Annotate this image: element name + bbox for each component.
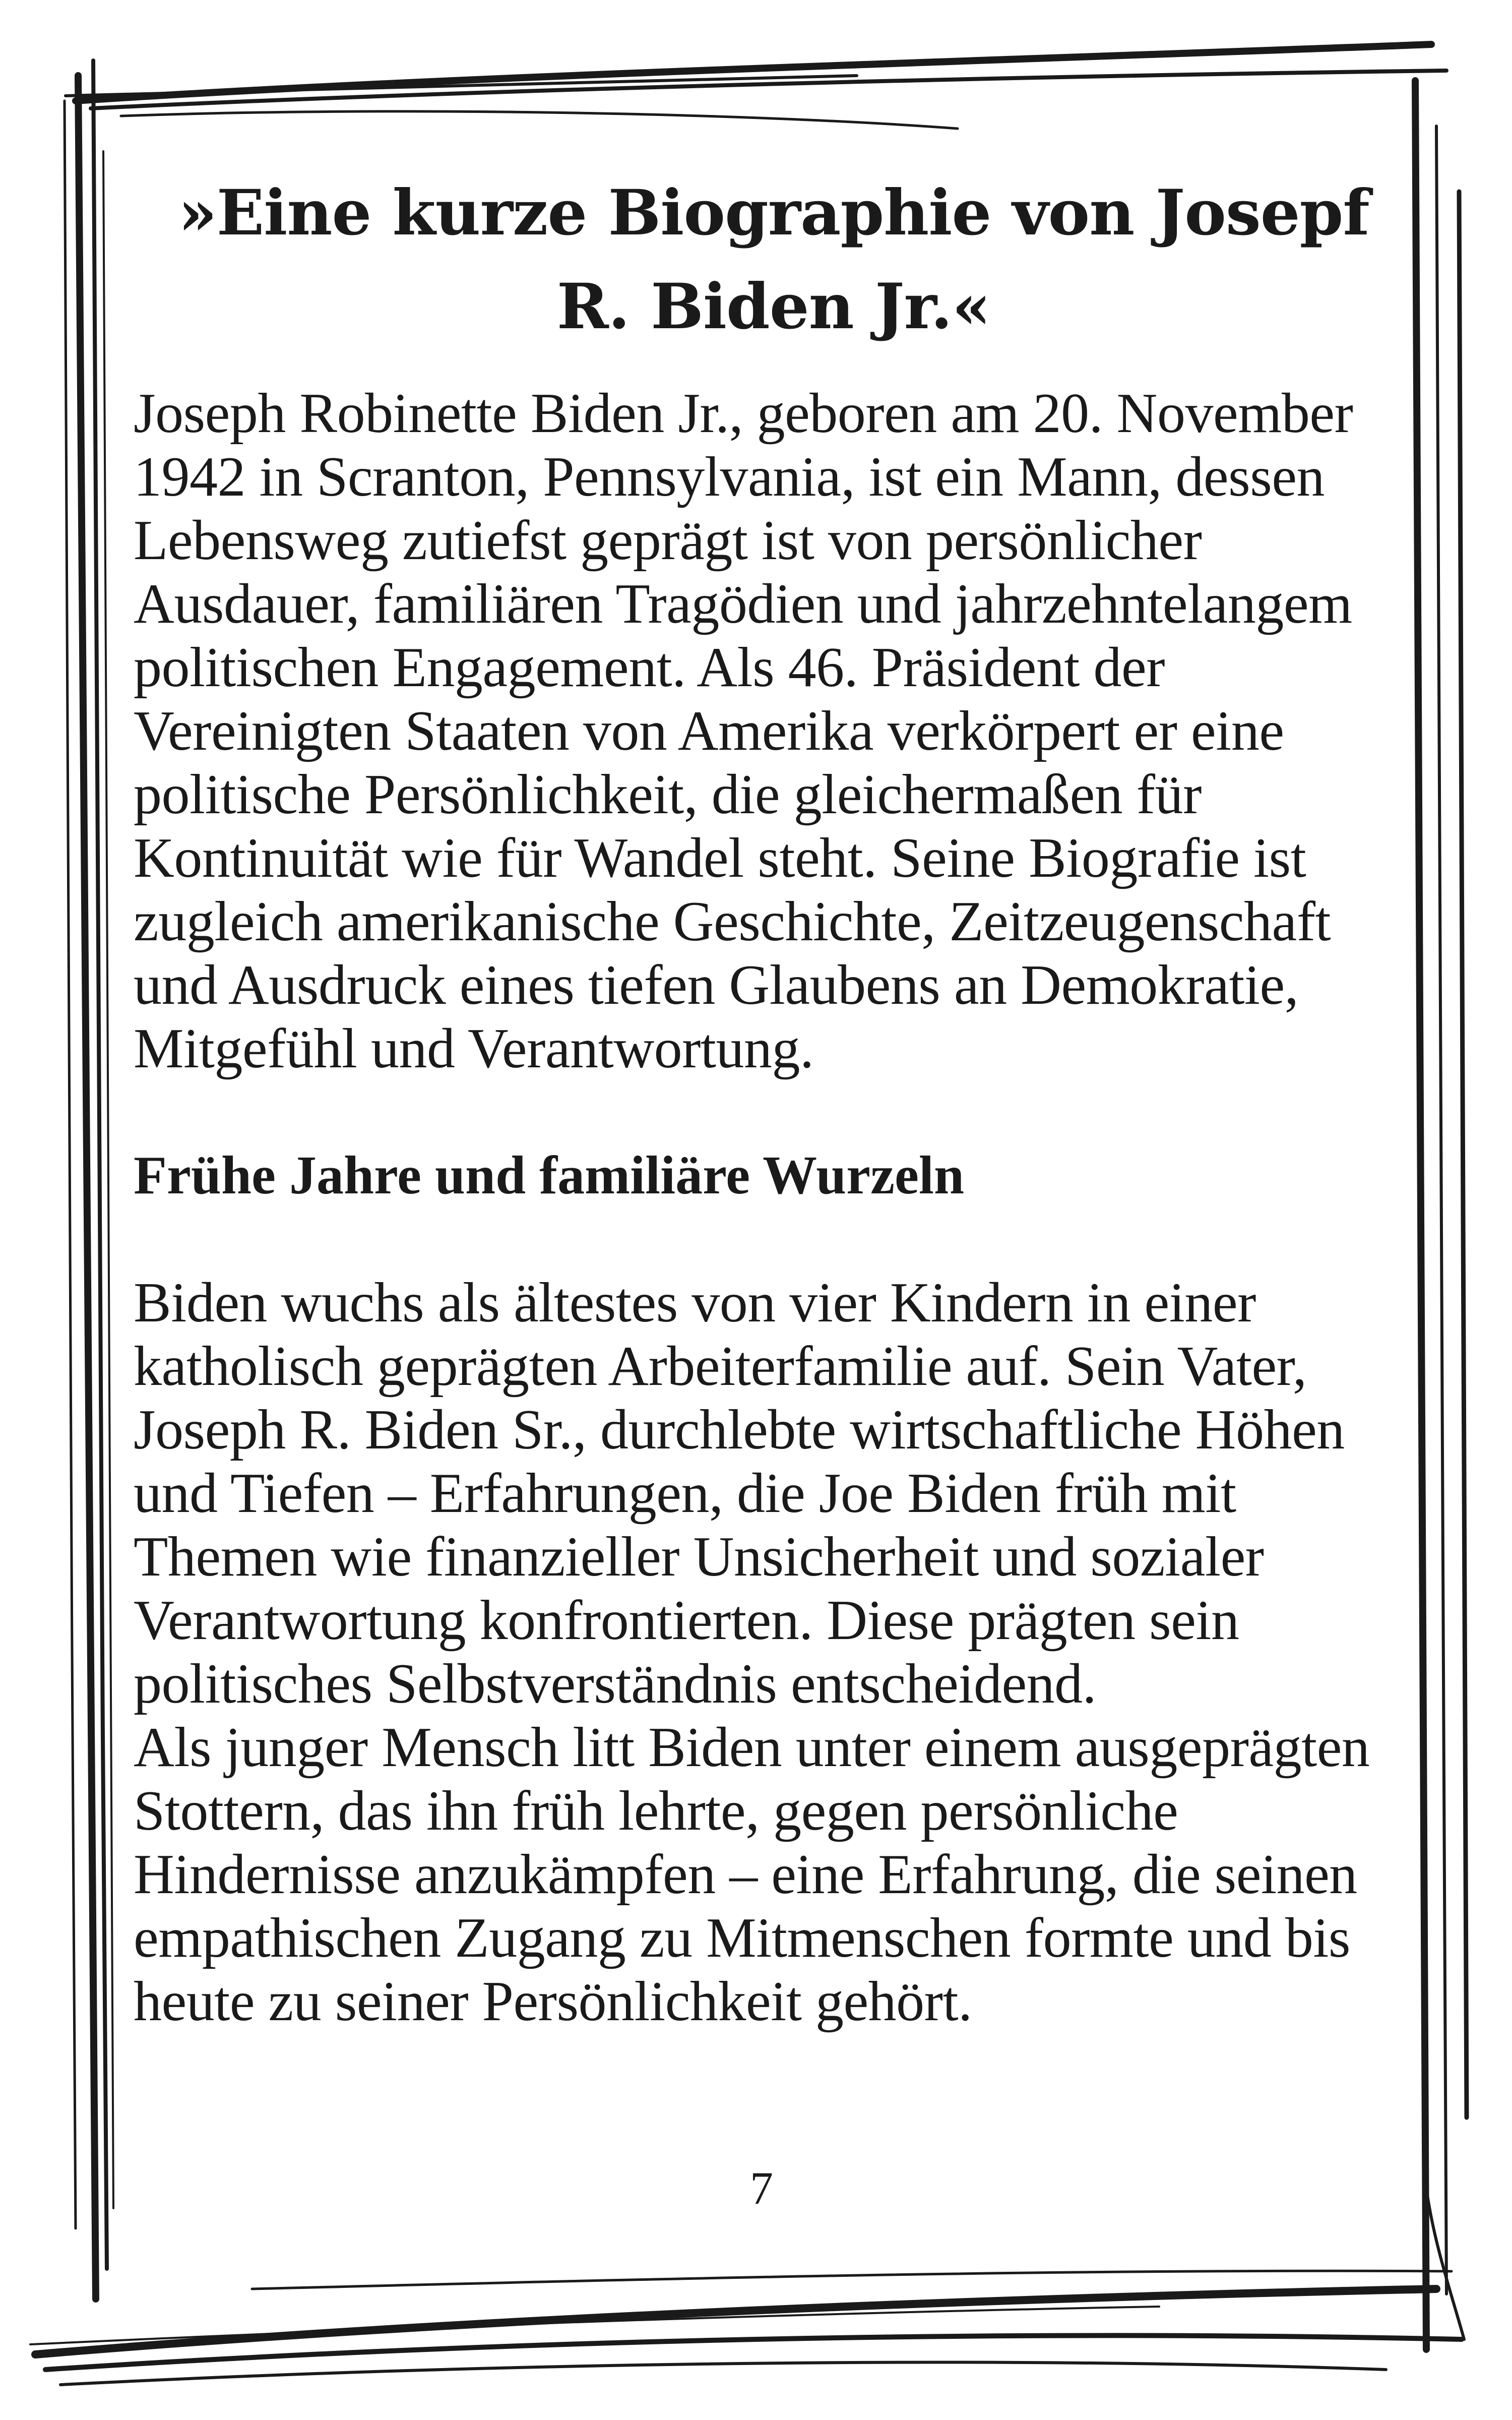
document-body: [134, 166, 1394, 2033]
frame-right-stroke: [1415, 81, 1426, 2349]
body-paragraph-1: Biden wuchs als ältestes von vier Kindern in einer katholisch geprägten Arbeiterfamilie auf. Sein Vater, Joseph R. Biden Sr., durchlebte wirtschaftliche Höhen und Tiefen – Erfahrungen, die Joe Biden früh mit Themen wie finanzieller Unsicherheit und sozialer Verantwortung konfrontierten. Diese prägten sein politisches Selbstverständnis entscheidend.: [134, 1272, 1345, 1715]
intro-paragraph: Joseph Robinette Biden Jr., geboren am 20. November 1942 in Scranton, Pennsylvania, ist ein Mann, dessen Lebensweg zutiefst geprägt ist von persönlicher Ausdauer, familiären Tragödien und jahrzehntelangem politischen Engagement. Als 46. Präsident der Vereinigten Staaten von Amerika verkörpert er eine politische Persönlichkeit, die gleichermaßen für Kontinuität wie für Wandel steht. Seine Biografie ist zugleich amerikanische Geschichte, Zeitzeugenschaft und Ausdruck eines tiefen Glaubens an Demokratie, Mitgefühl und Verantwortung.: [134, 382, 1353, 1080]
frame-right-stroke: [1459, 192, 1467, 2118]
frame-right-stroke: [1436, 126, 1446, 2294]
frame-left-stroke: [78, 76, 96, 2299]
body-paragraph-2: Als junger Mensch litt Biden unter einem ausgeprägten Stottern, das ihn früh lehrte, gegen persönliche Hindernisse anzukämpfen – eine Erfahrung, die seinen empathischen Zugang zu Mitmenschen formte und bis heute zu seiner Persönlichkeit gehört.: [134, 1716, 1370, 2033]
frame-bottom-stroke: [60, 2363, 1386, 2385]
frame-top-stroke: [121, 111, 958, 129]
section-heading: Frühe Jahre und familiäre Wurzeln: [134, 1145, 965, 1205]
frame-bottom-stroke: [252, 2271, 1452, 2289]
frame-left-stroke: [65, 101, 76, 2228]
page-number: 7: [750, 2162, 773, 2214]
frame-bottom-stroke: [35, 2289, 1436, 2354]
document-title: »Eine kurze Biographie von Josepf R. Biden Jr.«: [178, 176, 1369, 343]
